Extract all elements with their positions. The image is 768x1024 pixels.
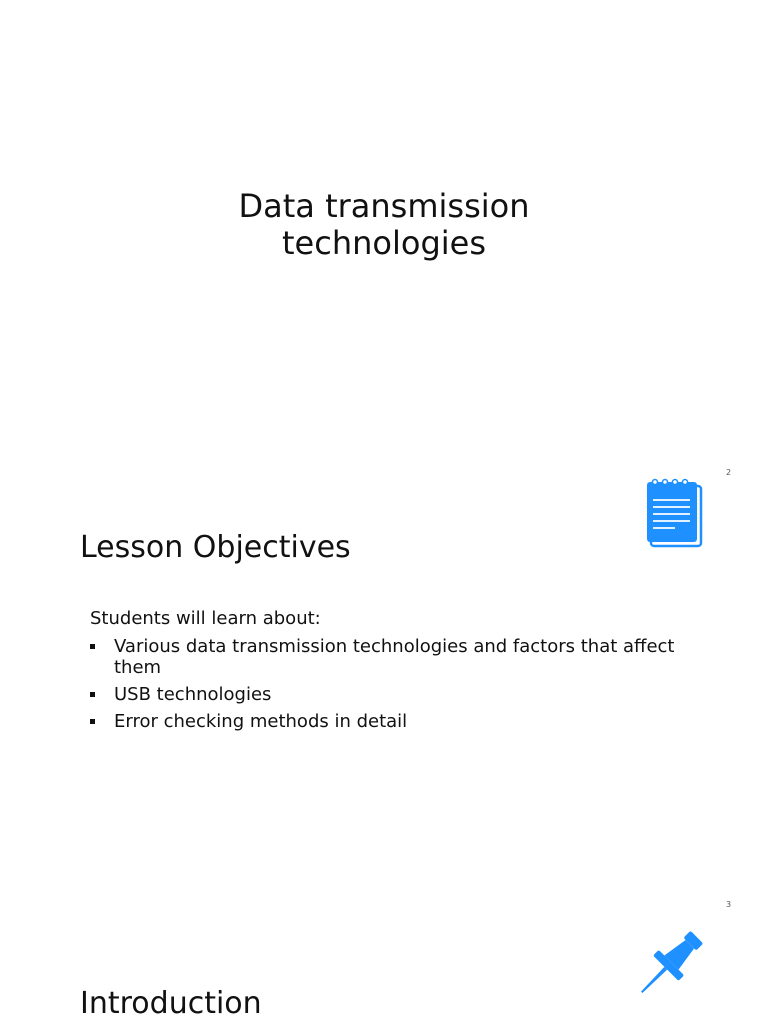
title-line-2: technologies	[282, 224, 486, 262]
list-item	[90, 636, 690, 678]
notepad-icon	[645, 478, 703, 548]
bullet-marker	[90, 719, 95, 724]
list-item-text: USB technologies	[114, 684, 272, 705]
bullet-marker	[90, 692, 95, 697]
title-line-1: Data transmission	[238, 187, 530, 225]
list-item	[90, 684, 690, 705]
pushpin-icon	[628, 922, 712, 1006]
lesson-objectives-slide	[0, 432, 768, 864]
list-item-text: Various data transmission technologies and factors that affect them	[114, 636, 675, 678]
introduction-slide	[0, 864, 768, 1024]
list-item-text: Error checking methods in detail	[114, 711, 408, 732]
objectives-list	[90, 636, 690, 738]
slide-number: 3	[726, 900, 732, 909]
slide-number: 2	[726, 468, 732, 477]
page-title	[0, 188, 768, 262]
section-heading: Lesson Objectives	[80, 530, 351, 565]
intro-text: Students will learn about:	[90, 608, 321, 629]
list-item	[90, 711, 690, 732]
title-slide	[0, 0, 768, 432]
bullet-marker	[90, 644, 95, 649]
section-heading: Introduction	[80, 986, 262, 1021]
